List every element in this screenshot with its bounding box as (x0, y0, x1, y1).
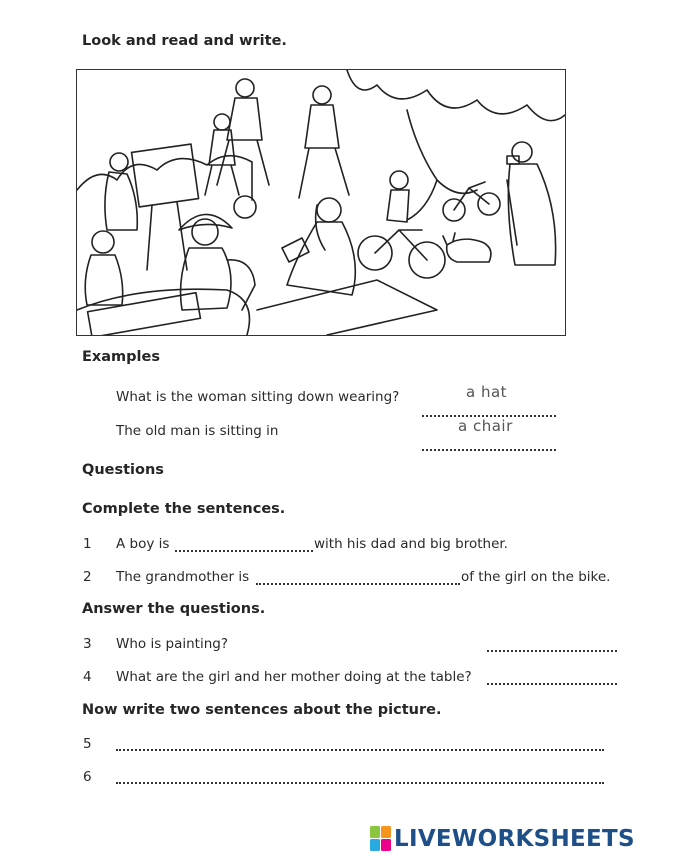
question-1-number: 1 (83, 536, 92, 552)
cat (443, 233, 491, 262)
question-6-number: 6 (83, 769, 92, 785)
reader-head (317, 198, 341, 222)
question-2-before: The grandmother is (116, 569, 250, 585)
painter-head (110, 153, 128, 171)
question-1-answer-input[interactable] (175, 534, 313, 552)
painter-body (105, 172, 137, 230)
tree-trunk (407, 110, 477, 220)
instructions-title: Look and read and write. (82, 33, 287, 49)
examples-heading: Examples (82, 349, 160, 365)
answer-questions-heading: Answer the questions. (82, 601, 266, 617)
player-3-body (299, 105, 349, 198)
question-4-number: 4 (83, 669, 92, 685)
cyclist-head (390, 171, 408, 189)
picnic-blanket (257, 280, 437, 335)
write-sentences-heading: Now write two sentences about the picture. (82, 702, 442, 718)
grandmother-head (512, 142, 532, 162)
question-2-number: 2 (83, 569, 92, 585)
questions-heading: Questions (82, 462, 164, 478)
question-2-after: of the girl on the bike. (461, 569, 611, 585)
football (234, 196, 256, 218)
easel-canvas (132, 144, 199, 207)
question-5-number: 5 (83, 736, 92, 752)
parked-bike-frame (454, 182, 489, 210)
hedge-outline (77, 156, 252, 200)
example-2-answer: a chair (458, 417, 513, 435)
bike-frame (375, 230, 427, 260)
liveworksheets-logo-text: LIVEWORKSHEETS (394, 826, 635, 852)
tree-canopy (347, 70, 565, 121)
player-3-head (313, 86, 331, 104)
example-2-dotted-line (420, 436, 554, 455)
grandmother-body (508, 164, 555, 265)
question-3-number: 3 (83, 636, 92, 652)
complete-sentences-heading: Complete the sentences. (82, 501, 286, 517)
board-game (88, 293, 201, 335)
question-4-answer-input[interactable] (487, 667, 617, 685)
book (282, 238, 309, 262)
park-scene-picture (76, 69, 566, 336)
player-1-body (217, 98, 269, 185)
question-5-answer-input[interactable] (116, 733, 604, 751)
question-6-answer-input[interactable] (116, 766, 604, 784)
example-1-prompt: What is the woman sitting down wearing? (116, 389, 400, 405)
example-2-prompt: The old man is sitting in (116, 423, 279, 439)
liveworksheets-logo[interactable] (370, 826, 635, 852)
liveworksheets-logo-icon (370, 826, 392, 852)
boy-body (181, 248, 231, 310)
player-2-head (214, 114, 230, 130)
example-1-answer: a hat (466, 383, 508, 401)
question-3-prompt: Who is painting? (116, 636, 229, 652)
question-4-prompt: What are the girl and her mother doing at the table? (116, 669, 472, 685)
park-scene-illustration (77, 70, 565, 335)
question-2-answer-input[interactable] (256, 567, 460, 585)
question-1-before: A boy is (116, 536, 170, 552)
question-3-answer-input[interactable] (487, 634, 617, 652)
girl-head (92, 231, 114, 253)
table-top (77, 289, 250, 335)
question-1-after: with his dad and big brother. (314, 536, 508, 552)
easel-legs (147, 202, 187, 270)
cyclist-body (387, 190, 409, 222)
boy-hat (179, 214, 232, 230)
player-1-head (236, 79, 254, 97)
boy-with-hat-head (192, 219, 218, 245)
